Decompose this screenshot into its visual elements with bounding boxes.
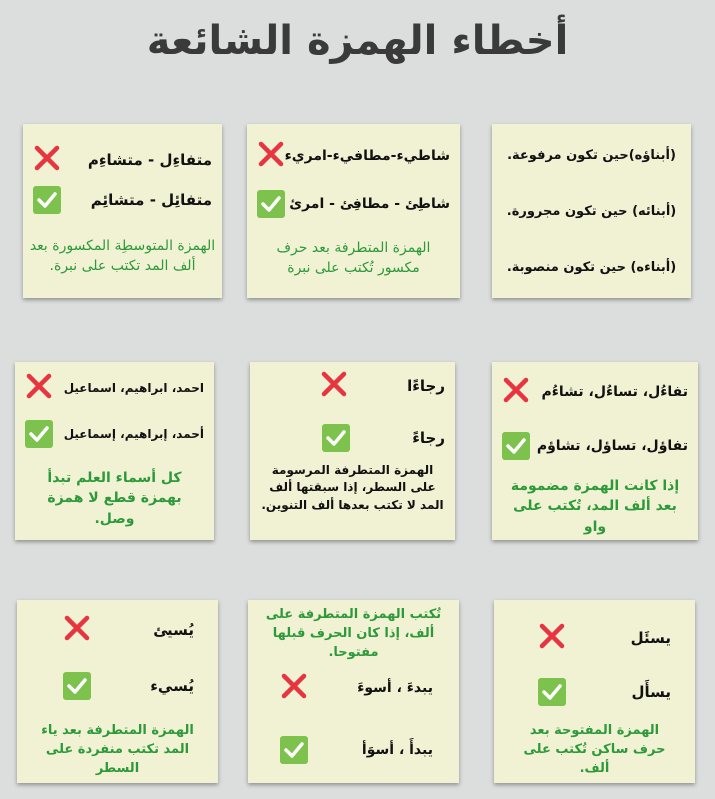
x-icon xyxy=(63,614,91,646)
x-icon xyxy=(502,376,530,408)
wrong-example: يُسيئ xyxy=(153,621,194,639)
wrong-example: احمد، ابراهيم، اسماعيل xyxy=(63,381,204,395)
card-r3-mid xyxy=(248,600,459,783)
wrong-example: يسئَل xyxy=(630,629,671,647)
rule-note: الهمزة المتطرفة المرسومة على السطر، إذا سبقتها ألف المد لا تكتب بعدها ألف التنوين. xyxy=(261,463,444,512)
correct-example: يسأَل xyxy=(631,683,671,701)
checkmark-icon xyxy=(322,424,350,452)
case-jarr: (أبنائه) حين تكون مجرورة. xyxy=(506,204,677,219)
x-icon xyxy=(33,144,61,176)
checkmark-icon xyxy=(33,186,61,214)
card-r3-right xyxy=(494,600,695,783)
wrong-example: يبدءَ ، أسوءَ xyxy=(357,680,433,696)
x-icon xyxy=(320,370,348,402)
wrong-example: متفاءِل - متشاءِم xyxy=(87,151,212,169)
case-nasb: (أبناءه) حين تكون منصوبة. xyxy=(506,260,677,275)
x-icon xyxy=(257,140,285,172)
wrong-example: تفاءُل، تساءُل، تشاءُم xyxy=(541,384,688,400)
x-icon xyxy=(25,372,53,404)
checkmark-icon xyxy=(538,678,566,706)
checkmark-icon xyxy=(280,736,308,764)
rule-note: كل أسماء العلم تبدأ بهمزة قطع لا همزة وصل. xyxy=(47,470,182,527)
card-r1-mid xyxy=(247,124,460,298)
rule-note: إذا كانت الهمزة مضمومة بعد ألف المد، تُكتب على واو xyxy=(510,478,680,535)
card-r1-right xyxy=(492,124,691,298)
x-icon xyxy=(280,672,308,704)
card-r3-left xyxy=(17,600,218,783)
card-r2-right xyxy=(492,362,698,540)
rule-note: تُكتب الهمزة المتطرفة على ألف، إذا كان الحرف قبلها مفتوحا. xyxy=(265,607,442,660)
correct-example: رجاءً xyxy=(412,429,445,447)
correct-example: يُسيء xyxy=(150,677,194,695)
correct-example: تفاؤل، تساؤل، تشاؤم xyxy=(536,438,688,454)
rule-note: الهمزة المتطرفة بعد ياء المد تكتب منفردة على السطر xyxy=(41,723,194,776)
checkmark-icon xyxy=(502,432,530,460)
card-r1-left xyxy=(23,124,222,298)
case-raf: (أبناؤه)حين تكون مرفوعة. xyxy=(507,148,676,163)
correct-example: متفائِل - متشائِم xyxy=(90,191,212,209)
page-title: أخطاء الهمزة الشائعة xyxy=(146,18,569,64)
wrong-example: شاطيء-مطافيء-امريء xyxy=(284,148,450,164)
correct-example: أحمد، إبراهيم، إسماعيل xyxy=(63,427,204,441)
x-icon xyxy=(538,622,566,654)
checkmark-icon xyxy=(63,672,91,700)
wrong-example: رجاءًا xyxy=(407,377,445,395)
rule-note: الهمزة المتطرفة بعد حرف مكسور تُكتب على نبرة xyxy=(276,240,431,277)
checkmark-icon xyxy=(257,190,285,218)
correct-example: شاطِئ - مطافِئ - امرئ xyxy=(289,196,450,212)
card-r2-mid xyxy=(250,362,455,540)
correct-example: يبدأَ ، أسوَأ xyxy=(361,742,433,758)
checkmark-icon xyxy=(25,420,53,448)
rule-note: الهمزة المتوسطِة المكسورة بعد ألف المد تكتب على نبرة. xyxy=(29,238,216,275)
card-r2-left xyxy=(15,362,214,540)
rule-note: الهمزة المفتوحة بعد حرف ساكن تُكتب على ألف. xyxy=(523,723,666,776)
